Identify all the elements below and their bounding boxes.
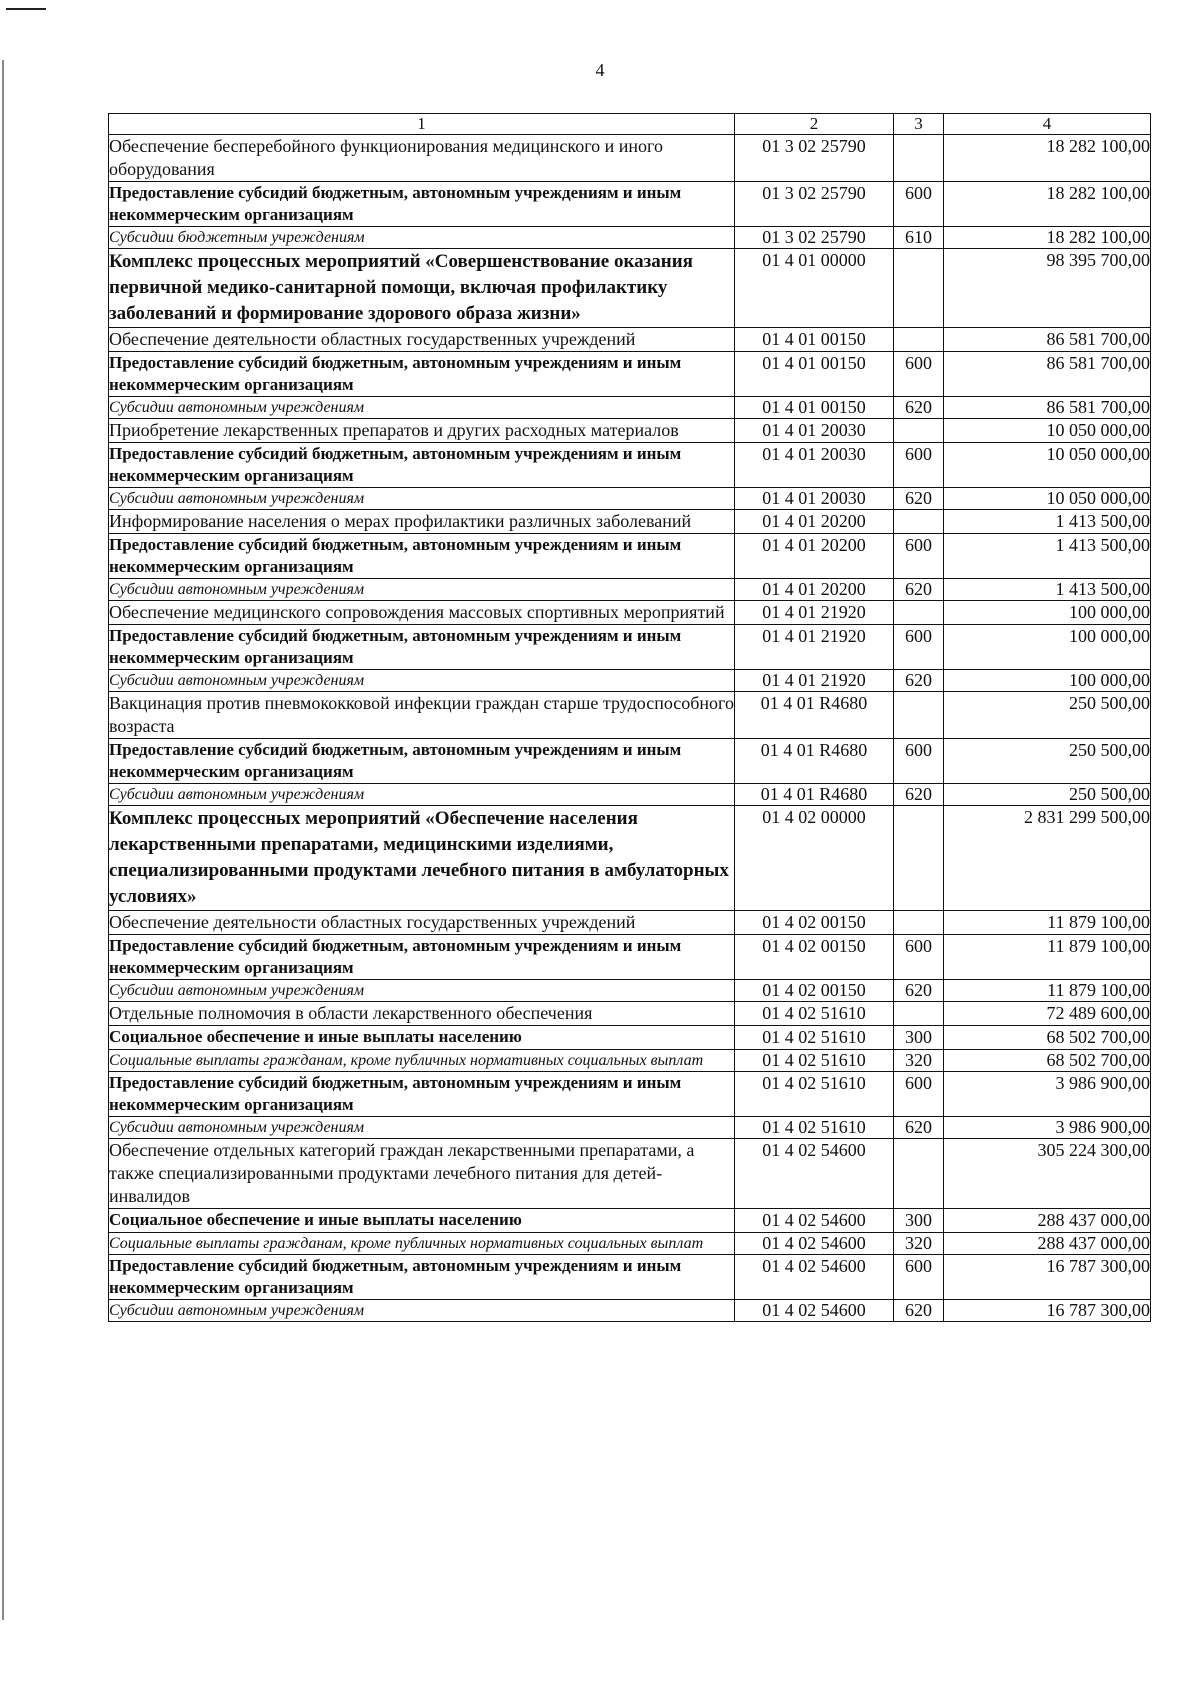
row-amount: 18 282 100,00 bbox=[944, 227, 1151, 249]
row-amount: 86 581 700,00 bbox=[944, 352, 1151, 397]
row-code: 01 4 02 51610 bbox=[735, 1072, 894, 1117]
row-code: 01 4 01 20030 bbox=[735, 443, 894, 488]
row-name: Субсидии автономным учреждениям bbox=[109, 1300, 735, 1322]
row-amount: 250 500,00 bbox=[944, 739, 1151, 784]
row-expense-type bbox=[894, 135, 944, 182]
row-amount: 11 879 100,00 bbox=[944, 980, 1151, 1002]
row-code: 01 4 01 20200 bbox=[735, 579, 894, 601]
row-expense-type bbox=[894, 692, 944, 739]
row-name: Предоставление субсидий бюджетным, автономным учреждениям и иным некоммерческим организациям bbox=[109, 739, 735, 784]
row-amount: 68 502 700,00 bbox=[944, 1026, 1151, 1050]
row-name: Предоставление субсидий бюджетным, автономным учреждениям и иным некоммерческим организациям bbox=[109, 625, 735, 670]
row-expense-type: 620 bbox=[894, 670, 944, 692]
row-expense-type: 620 bbox=[894, 579, 944, 601]
row-name: Обеспечение отдельных категорий граждан лекарственными препаратами, а также специализированными продуктами лечебного питания для детей-инвалидов bbox=[109, 1139, 735, 1209]
table-row bbox=[109, 1255, 1151, 1300]
table-row bbox=[109, 625, 1151, 670]
table-row bbox=[109, 1209, 1151, 1233]
row-name: Предоставление субсидий бюджетным, автономным учреждениям и иным некоммерческим организациям bbox=[109, 1255, 735, 1300]
row-expense-type: 600 bbox=[894, 935, 944, 980]
row-code: 01 4 01 20200 bbox=[735, 534, 894, 579]
table-row bbox=[109, 784, 1151, 806]
row-code: 01 4 02 51610 bbox=[735, 1002, 894, 1026]
row-expense-type: 320 bbox=[894, 1233, 944, 1255]
row-code: 01 4 01 00000 bbox=[735, 249, 894, 328]
table-header bbox=[109, 114, 1151, 135]
table-row bbox=[109, 1117, 1151, 1139]
row-code: 01 4 01 R4680 bbox=[735, 692, 894, 739]
row-name: Обеспечение медицинского сопровождения массовых спортивных мероприятий bbox=[109, 601, 735, 625]
table-row bbox=[109, 579, 1151, 601]
table-row bbox=[109, 1300, 1151, 1322]
row-code: 01 4 01 00150 bbox=[735, 397, 894, 419]
row-amount: 18 282 100,00 bbox=[944, 182, 1151, 227]
row-amount: 72 489 600,00 bbox=[944, 1002, 1151, 1026]
row-expense-type bbox=[894, 1139, 944, 1209]
row-expense-type: 620 bbox=[894, 980, 944, 1002]
row-name: Предоставление субсидий бюджетным, автономным учреждениям и иным некоммерческим организациям bbox=[109, 534, 735, 579]
row-code: 01 4 02 54600 bbox=[735, 1233, 894, 1255]
row-code: 01 4 01 21920 bbox=[735, 670, 894, 692]
table-row bbox=[109, 1072, 1151, 1117]
row-amount: 288 437 000,00 bbox=[944, 1209, 1151, 1233]
scan-edge-line bbox=[2, 60, 4, 1620]
row-expense-type: 620 bbox=[894, 1117, 944, 1139]
row-expense-type: 600 bbox=[894, 1072, 944, 1117]
row-name: Вакцинация против пневмококковой инфекции граждан старше трудоспособного возраста bbox=[109, 692, 735, 739]
row-code: 01 3 02 25790 bbox=[735, 135, 894, 182]
row-amount: 1 413 500,00 bbox=[944, 534, 1151, 579]
table-row bbox=[109, 806, 1151, 911]
row-name: Субсидии автономным учреждениям bbox=[109, 670, 735, 692]
row-name: Предоставление субсидий бюджетным, автономным учреждениям и иным некоммерческим организациям bbox=[109, 352, 735, 397]
table-row bbox=[109, 397, 1151, 419]
row-name: Комплекс процессных мероприятий «Совершенствование оказания первичной медико-санитарной помощи, включая профилактику заболеваний и формирование здорового образа жизни» bbox=[109, 249, 735, 328]
row-amount: 3 986 900,00 bbox=[944, 1072, 1151, 1117]
table-row bbox=[109, 980, 1151, 1002]
row-name: Социальное обеспечение и иные выплаты населению bbox=[109, 1209, 735, 1233]
row-name: Обеспечение деятельности областных государственных учреждений bbox=[109, 328, 735, 352]
row-name: Информирование населения о мерах профилактики различных заболеваний bbox=[109, 510, 735, 534]
table-row bbox=[109, 911, 1151, 935]
row-code: 01 4 02 54600 bbox=[735, 1209, 894, 1233]
row-expense-type bbox=[894, 419, 944, 443]
row-amount: 100 000,00 bbox=[944, 625, 1151, 670]
row-amount: 16 787 300,00 bbox=[944, 1300, 1151, 1322]
row-amount: 68 502 700,00 bbox=[944, 1050, 1151, 1072]
row-code: 01 3 02 25790 bbox=[735, 182, 894, 227]
row-expense-type bbox=[894, 249, 944, 328]
row-name: Предоставление субсидий бюджетным, автономным учреждениям и иным некоммерческим организациям bbox=[109, 443, 735, 488]
row-amount: 3 986 900,00 bbox=[944, 1117, 1151, 1139]
header-col-2: 2 bbox=[735, 114, 894, 135]
header-col-1: 1 bbox=[109, 114, 735, 135]
table-row bbox=[109, 328, 1151, 352]
header-col-3: 3 bbox=[894, 114, 944, 135]
row-expense-type: 600 bbox=[894, 625, 944, 670]
row-amount: 86 581 700,00 bbox=[944, 397, 1151, 419]
row-amount: 1 413 500,00 bbox=[944, 579, 1151, 601]
row-name: Субсидии автономным учреждениям bbox=[109, 579, 735, 601]
row-amount: 1 413 500,00 bbox=[944, 510, 1151, 534]
row-expense-type: 620 bbox=[894, 397, 944, 419]
row-code: 01 4 01 R4680 bbox=[735, 739, 894, 784]
row-expense-type: 600 bbox=[894, 739, 944, 784]
row-expense-type bbox=[894, 911, 944, 935]
page-number: 4 bbox=[595, 60, 605, 80]
row-code: 01 4 01 21920 bbox=[735, 625, 894, 670]
row-expense-type: 300 bbox=[894, 1209, 944, 1233]
row-name: Субсидии автономным учреждениям bbox=[109, 980, 735, 1002]
row-name: Обеспечение бесперебойного функционирования медицинского и иного оборудования bbox=[109, 135, 735, 182]
table-row bbox=[109, 135, 1151, 182]
row-code: 01 4 01 21920 bbox=[735, 601, 894, 625]
row-code: 01 4 02 54600 bbox=[735, 1300, 894, 1322]
row-code: 01 4 02 00150 bbox=[735, 911, 894, 935]
row-amount: 98 395 700,00 bbox=[944, 249, 1151, 328]
table-row bbox=[109, 601, 1151, 625]
row-name: Предоставление субсидий бюджетным, автономным учреждениям и иным некоммерческим организациям bbox=[109, 935, 735, 980]
row-expense-type: 620 bbox=[894, 1300, 944, 1322]
row-expense-type bbox=[894, 328, 944, 352]
row-amount: 86 581 700,00 bbox=[944, 328, 1151, 352]
table-row bbox=[109, 1139, 1151, 1209]
row-expense-type: 320 bbox=[894, 1050, 944, 1072]
row-name: Субсидии автономным учреждениям bbox=[109, 397, 735, 419]
row-amount: 16 787 300,00 bbox=[944, 1255, 1151, 1300]
table-row bbox=[109, 352, 1151, 397]
row-name: Предоставление субсидий бюджетным, автономным учреждениям и иным некоммерческим организациям bbox=[109, 182, 735, 227]
row-amount: 10 050 000,00 bbox=[944, 443, 1151, 488]
row-code: 01 4 02 54600 bbox=[735, 1139, 894, 1209]
row-expense-type bbox=[894, 806, 944, 911]
row-code: 01 4 02 00000 bbox=[735, 806, 894, 911]
table-row bbox=[109, 670, 1151, 692]
row-amount: 10 050 000,00 bbox=[944, 419, 1151, 443]
row-name: Субсидии бюджетным учреждениям bbox=[109, 227, 735, 249]
table-row bbox=[109, 510, 1151, 534]
row-code: 01 4 01 00150 bbox=[735, 328, 894, 352]
table-row bbox=[109, 1050, 1151, 1072]
row-name: Предоставление субсидий бюджетным, автономным учреждениям и иным некоммерческим организациям bbox=[109, 1072, 735, 1117]
row-amount: 250 500,00 bbox=[944, 692, 1151, 739]
table-body bbox=[109, 135, 1151, 1322]
row-code: 01 3 02 25790 bbox=[735, 227, 894, 249]
row-amount: 100 000,00 bbox=[944, 670, 1151, 692]
table-row bbox=[109, 534, 1151, 579]
row-amount: 100 000,00 bbox=[944, 601, 1151, 625]
row-name: Обеспечение деятельности областных государственных учреждений bbox=[109, 911, 735, 935]
row-expense-type bbox=[894, 601, 944, 625]
row-name: Комплекс процессных мероприятий «Обеспечение населения лекарственными препаратами, медицинскими изделиями, специализированными продуктами лечебного питания в амбулаторных условиях» bbox=[109, 806, 735, 911]
row-expense-type: 600 bbox=[894, 443, 944, 488]
row-expense-type: 620 bbox=[894, 784, 944, 806]
header-col-4: 4 bbox=[944, 114, 1151, 135]
row-amount: 305 224 300,00 bbox=[944, 1139, 1151, 1209]
row-code: 01 4 01 00150 bbox=[735, 352, 894, 397]
row-expense-type: 600 bbox=[894, 534, 944, 579]
row-expense-type: 610 bbox=[894, 227, 944, 249]
row-expense-type bbox=[894, 1002, 944, 1026]
row-code: 01 4 01 20200 bbox=[735, 510, 894, 534]
table-row bbox=[109, 182, 1151, 227]
row-name: Субсидии автономным учреждениям bbox=[109, 488, 735, 510]
table-row bbox=[109, 1233, 1151, 1255]
row-code: 01 4 02 51610 bbox=[735, 1026, 894, 1050]
row-code: 01 4 02 51610 bbox=[735, 1117, 894, 1139]
row-code: 01 4 02 00150 bbox=[735, 935, 894, 980]
table-row bbox=[109, 488, 1151, 510]
row-amount: 250 500,00 bbox=[944, 784, 1151, 806]
table-row bbox=[109, 1002, 1151, 1026]
row-expense-type: 600 bbox=[894, 352, 944, 397]
table-row bbox=[109, 419, 1151, 443]
row-code: 01 4 01 R4680 bbox=[735, 784, 894, 806]
row-name: Социальные выплаты гражданам, кроме публичных нормативных социальных выплат bbox=[109, 1050, 735, 1072]
table-row bbox=[109, 935, 1151, 980]
row-code: 01 4 01 20030 bbox=[735, 419, 894, 443]
row-expense-type: 300 bbox=[894, 1026, 944, 1050]
row-code: 01 4 02 54600 bbox=[735, 1255, 894, 1300]
row-name: Субсидии автономным учреждениям bbox=[109, 784, 735, 806]
row-code: 01 4 02 51610 bbox=[735, 1050, 894, 1072]
table-row bbox=[109, 692, 1151, 739]
table-row bbox=[109, 227, 1151, 249]
table-row bbox=[109, 249, 1151, 328]
scan-edge-mark bbox=[6, 8, 46, 10]
budget-table bbox=[108, 113, 1151, 1322]
row-code: 01 4 02 00150 bbox=[735, 980, 894, 1002]
row-code: 01 4 01 20030 bbox=[735, 488, 894, 510]
row-amount: 2 831 299 500,00 bbox=[944, 806, 1151, 911]
table-row bbox=[109, 1026, 1151, 1050]
row-expense-type bbox=[894, 510, 944, 534]
row-expense-type: 620 bbox=[894, 488, 944, 510]
row-amount: 18 282 100,00 bbox=[944, 135, 1151, 182]
row-amount: 11 879 100,00 bbox=[944, 911, 1151, 935]
row-amount: 288 437 000,00 bbox=[944, 1233, 1151, 1255]
row-name: Социальное обеспечение и иные выплаты населению bbox=[109, 1026, 735, 1050]
row-name: Приобретение лекарственных препаратов и других расходных материалов bbox=[109, 419, 735, 443]
row-name: Субсидии автономным учреждениям bbox=[109, 1117, 735, 1139]
row-name: Социальные выплаты гражданам, кроме публичных нормативных социальных выплат bbox=[109, 1233, 735, 1255]
row-name: Отдельные полномочия в области лекарственного обеспечения bbox=[109, 1002, 735, 1026]
table-row bbox=[109, 739, 1151, 784]
table-row bbox=[109, 443, 1151, 488]
row-amount: 11 879 100,00 bbox=[944, 935, 1151, 980]
row-expense-type: 600 bbox=[894, 182, 944, 227]
row-expense-type: 600 bbox=[894, 1255, 944, 1300]
row-amount: 10 050 000,00 bbox=[944, 488, 1151, 510]
